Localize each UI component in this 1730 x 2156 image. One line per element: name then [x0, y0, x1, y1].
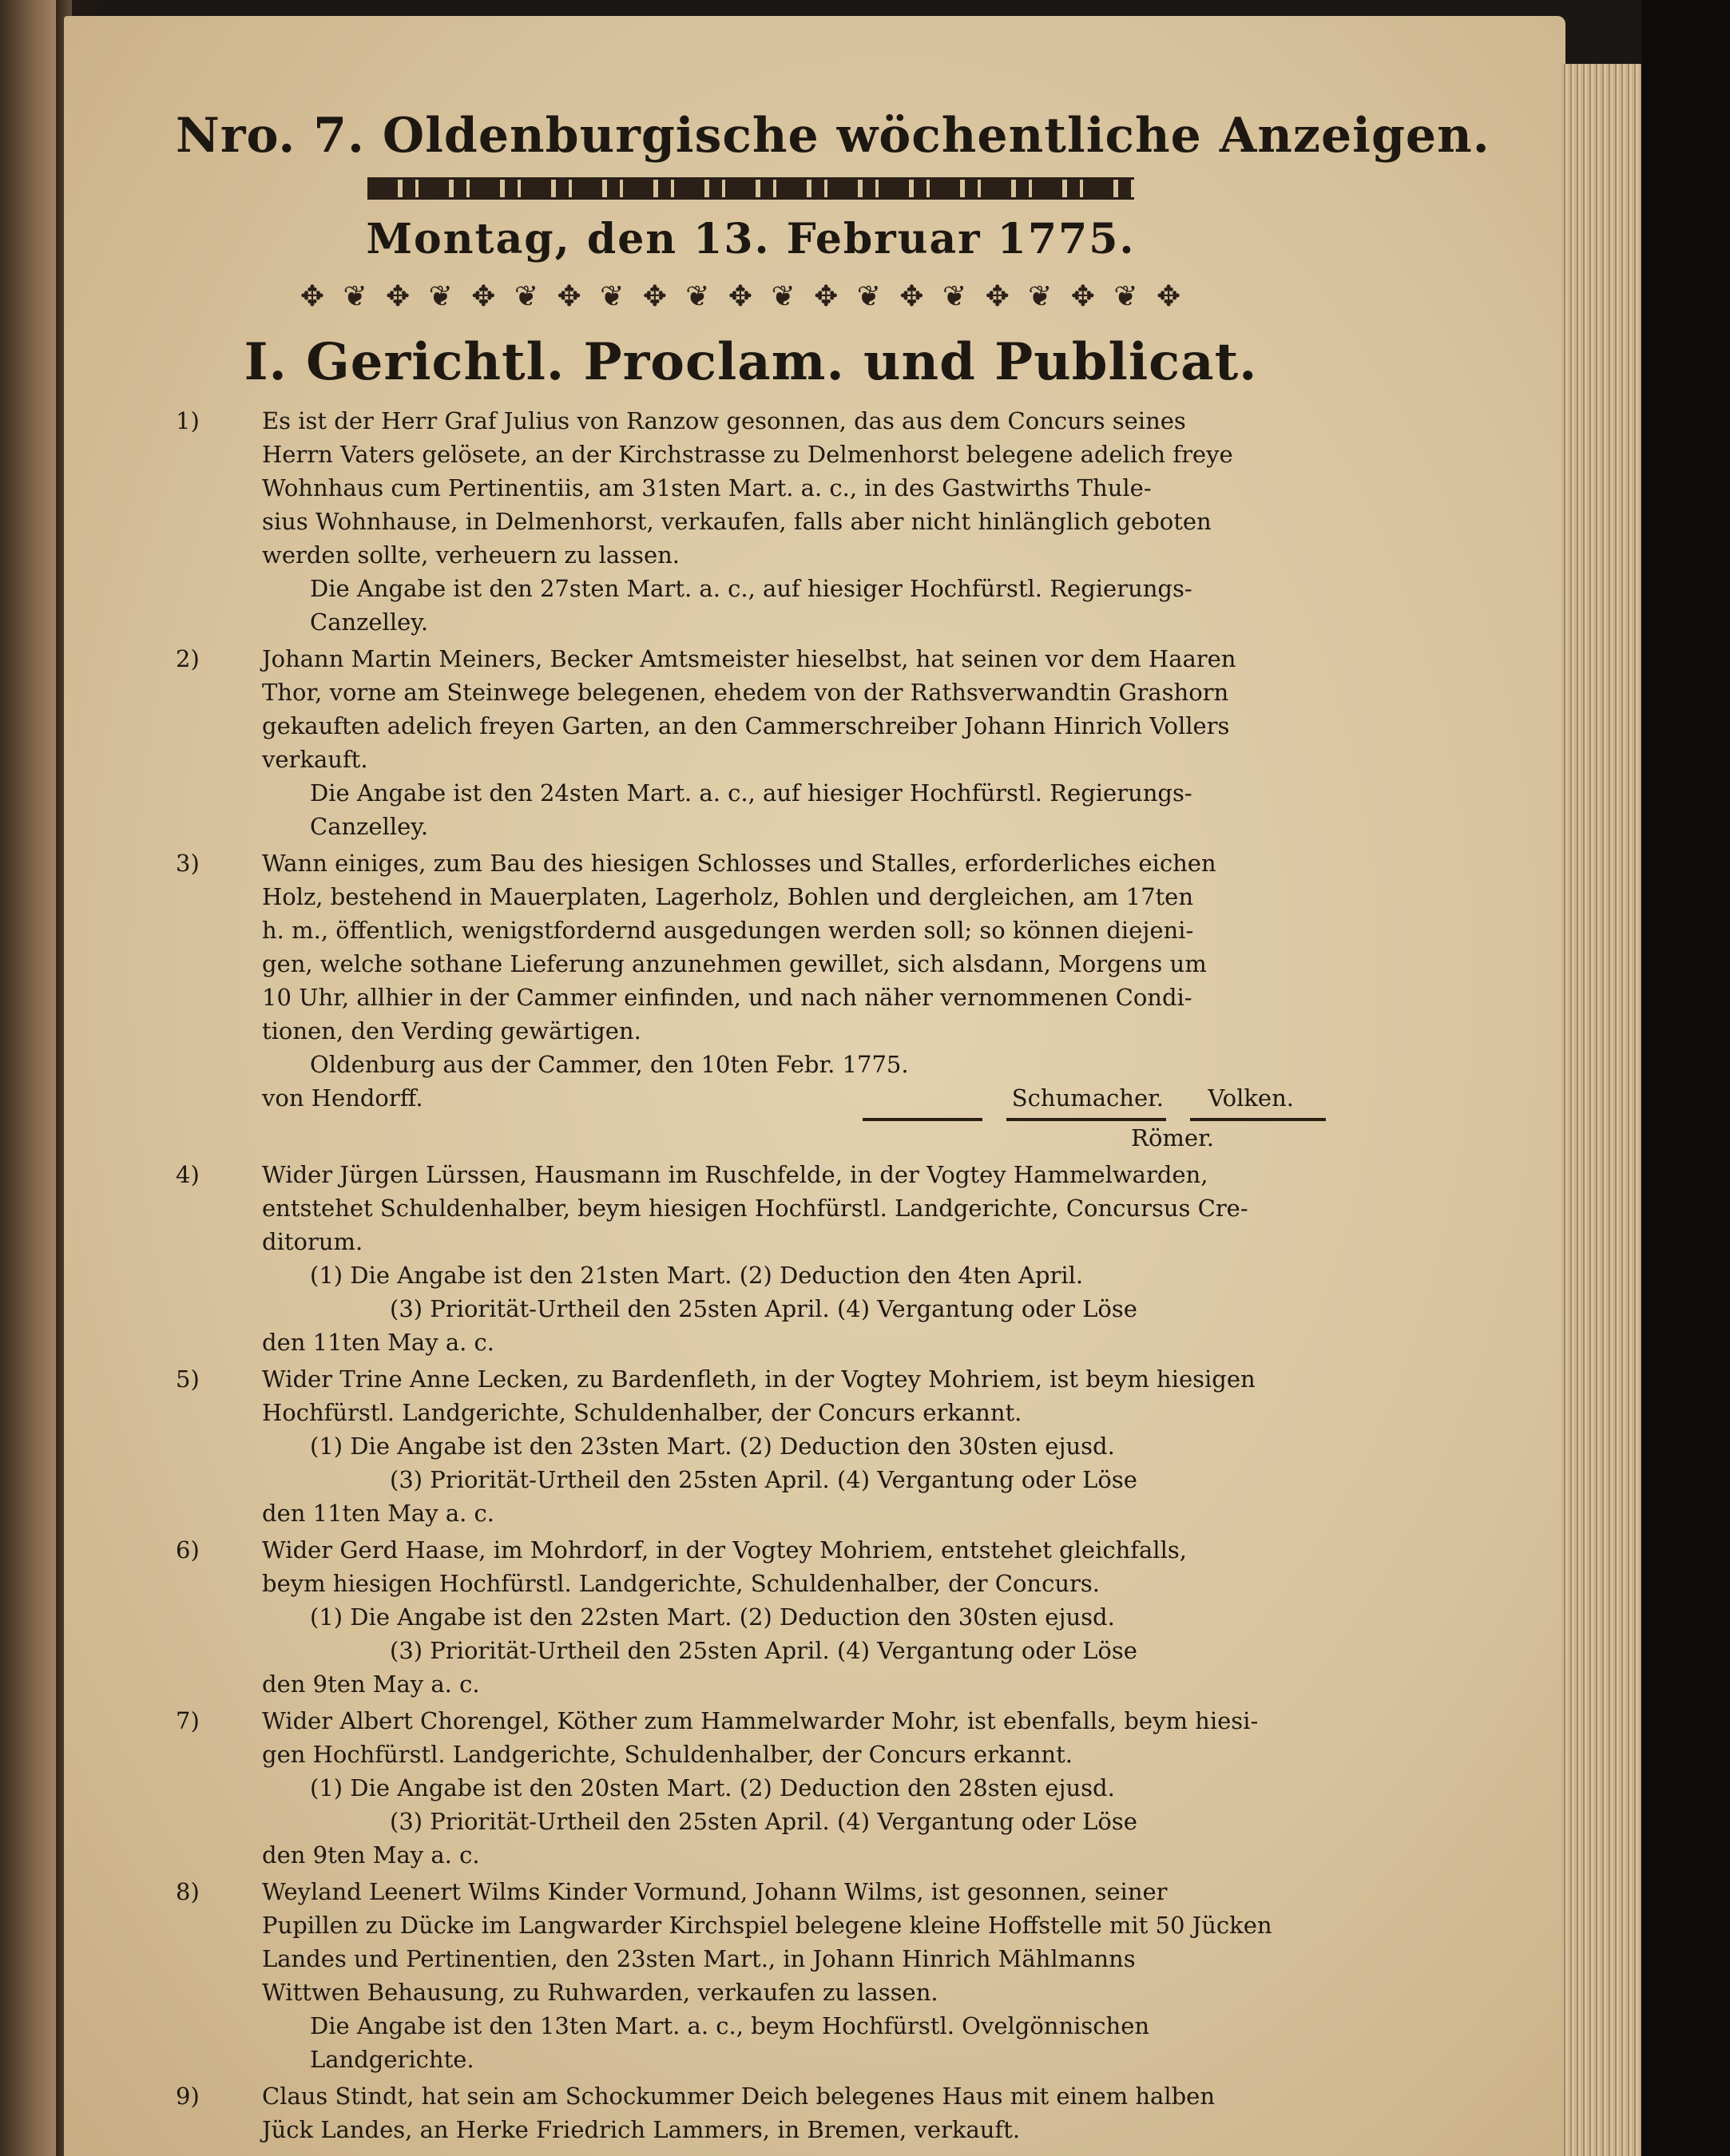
- ornament-border: ✥ ❦ ✥ ❦ ✥ ❦ ✥ ❦ ✥ ❦ ✥ ❦ ✥ ❦ ✥ ❦ ✥ ❦ ✥ ❦ ✥: [300, 280, 1186, 313]
- notice-item: [176, 1362, 1326, 1530]
- text-line: beym hiesigen Hochfürstl. Landgerichte, Schuldenhalber, der Concurs.: [262, 1570, 1100, 1597]
- term-line: (1) Die Angabe ist den 21sten Mart. (2) Deduction den 4ten April.: [310, 1262, 1084, 1289]
- text-line: 10 Uhr, allhier in der Cammer einfinden, und nach näher vernommenen Condi-: [262, 984, 1192, 1011]
- notice-list: [176, 404, 1326, 2146]
- notice-item: [176, 1533, 1326, 1701]
- notice-item: [176, 1158, 1326, 1359]
- text-line: ditorum.: [262, 1228, 363, 1255]
- term-line: (1) Die Angabe ist den 20sten Mart. (2) Deduction den 28sten ejusd.: [310, 1774, 1115, 1801]
- term-line: den 9ten May a. c.: [262, 1671, 480, 1698]
- signature-mid-right: [1012, 1081, 1294, 1115]
- note-line: Die Angabe ist den 24sten Mart. a. c., auf hiesiger Hochfürstl. Regierungs-: [310, 779, 1192, 807]
- term-line: (3) Priorität-Urtheil den 25sten April. (4) Vergantung oder Löse: [390, 1637, 1137, 1664]
- note-line: Canzelley.: [310, 608, 429, 636]
- background: [1641, 0, 1730, 2156]
- text-line: Pupillen zu Dücke im Langwarder Kirchspiel belegene kleine Hoffstelle mit 50 Jücken: [262, 1912, 1272, 1939]
- item-number: 9): [176, 2083, 200, 2110]
- text-line: Jück Landes, an Herke Friedrich Lammers, in Bremen, verkauft.: [262, 2116, 1021, 2143]
- text-line: Claus Stindt, hat sein am Schockummer Deich belegenes Haus mit einem halben: [262, 2083, 1215, 2110]
- text-line: gen Hochfürstl. Landgerichte, Schuldenhalber, der Concurs erkannt.: [262, 1741, 1073, 1768]
- text-line: Wann einiges, zum Bau des hiesigen Schlosses und Stalles, erforderliches eichen: [262, 850, 1216, 877]
- signature-left: von Hendorff.: [262, 1084, 423, 1112]
- term-line: den 11ten May a. c.: [262, 1500, 495, 1527]
- text-line: Hochfürstl. Landgerichte, Schuldenhalber, der Concurs erkannt.: [262, 1399, 1022, 1426]
- notice-item: [176, 404, 1326, 639]
- page-stack-edge: [1561, 64, 1641, 2156]
- text-line: Wider Gerd Haase, im Mohrdorf, in der Vogtey Mohriem, entstehet gleichfalls,: [262, 1536, 1187, 1563]
- term-line: den 11ten May a. c.: [262, 1329, 495, 1356]
- place-date: Oldenburg aus der Cammer, den 10ten Febr. 1775.: [310, 1051, 909, 1078]
- note-line: Die Angabe ist den 13ten Mart. a. c., beym Hochfürstl. Ovelgönnischen: [310, 2012, 1150, 2039]
- text-line: Wider Trine Anne Lecken, zu Bardenfleth, in der Vogtey Mohriem, ist beym hiesigen: [262, 1365, 1256, 1393]
- text-line: h. m., öffentlich, wenigstfordernd ausgedungen werden soll; so können diejeni-: [262, 917, 1194, 944]
- text-line: Johann Martin Meiners, Becker Amtsmeister hieselbst, hat seinen vor dem Haaren: [262, 645, 1236, 672]
- rule-segment: [863, 1118, 982, 1121]
- term-line: den 9ten May a. c.: [262, 1841, 480, 1869]
- item-number: 5): [176, 1365, 200, 1393]
- text-line: Weyland Leenert Wilms Kinder Vormund, Johann Wilms, ist gesonnen, seiner: [262, 1878, 1168, 1905]
- item-number: 4): [176, 1161, 200, 1188]
- term-line: (1) Die Angabe ist den 23sten Mart. (2) Deduction den 30sten ejusd.: [310, 1433, 1115, 1460]
- text-line: gekauften adelich freyen Garten, an den Cammerschreiber Johann Hinrich Vollers: [262, 712, 1230, 739]
- term-line: (1) Die Angabe ist den 22sten Mart. (2) Deduction den 30sten ejusd.: [310, 1603, 1115, 1631]
- item-number: 7): [176, 1707, 200, 1734]
- notice-item: [176, 1704, 1326, 1872]
- text-line: Landes und Pertinentien, den 23sten Mart., in Johann Hinrich Mählmanns: [262, 1945, 1136, 1972]
- signature-row: [262, 1081, 1326, 1115]
- text-line: Es ist der Herr Graf Julius von Ranzow gesonnen, das aus dem Concurs seines: [262, 407, 1186, 434]
- text-line: Wider Albert Chorengel, Köther zum Hammelwarder Mohr, ist ebenfalls, beym hiesi-: [262, 1707, 1259, 1734]
- note-line: Canzelley.: [310, 813, 429, 840]
- item-number: 1): [176, 407, 200, 434]
- text-line: Holz, bestehend in Mauerplaten, Lagerholz, Bohlen und dergleichen, am 17ten: [262, 883, 1194, 910]
- signature-mid: Schumacher.: [1011, 1084, 1165, 1112]
- issue-number: Nro. 7.: [176, 108, 365, 164]
- text-line: werden sollte, verheuern zu lassen.: [262, 541, 680, 569]
- item-number: 6): [176, 1536, 200, 1563]
- term-line: (3) Priorität-Urtheil den 25sten April. (4) Vergantung oder Löse: [390, 1808, 1137, 1835]
- item-number: 3): [176, 850, 200, 877]
- text-line: Thor, vorne am Steinwege belegenen, ehedem von der Rathsverwandtin Grashorn: [262, 679, 1229, 706]
- document-content: [176, 104, 1490, 2146]
- text-line: tionen, den Verding gewärtigen.: [262, 1017, 641, 1044]
- masthead-rule: [367, 177, 1134, 200]
- section-title: I. Gerichtl. Proclam. und Publicat.: [244, 332, 1258, 392]
- text-line: Wohnhaus cum Pertinentiis, am 31sten Mart. a. c., in des Gastwirths Thule-: [262, 474, 1152, 501]
- text-line: entstehet Schuldenhalber, beym hiesigen Hochfürstl. Landgerichte, Concursus Cre-: [262, 1195, 1248, 1222]
- term-line: (3) Priorität-Urtheil den 25sten April. (4) Vergantung oder Löse: [390, 1466, 1137, 1493]
- text-line: Herrn Vaters gelösete, an der Kirchstrasse zu Delmenhorst belegene adelich freye: [262, 441, 1233, 468]
- notice-item: [176, 2079, 1326, 2146]
- term-line: (3) Priorität-Urtheil den 25sten April. (4) Vergantung oder Löse: [390, 1295, 1137, 1322]
- notice-item: [176, 846, 1326, 1155]
- text-line: gen, welche sothane Lieferung anzunehmen gewillet, sich alsdann, Morgens um: [262, 950, 1207, 977]
- note-line: Die Angabe ist den 27sten Mart. a. c., auf hiesiger Hochfürstl. Regierungs-: [310, 575, 1192, 602]
- text-line: Wittwen Behausung, zu Ruhwarden, verkaufen zu lassen.: [262, 1979, 938, 2006]
- item-number: 2): [176, 645, 200, 672]
- note-line: Landgerichte.: [310, 2046, 474, 2073]
- signature-below: Römer.: [1131, 1124, 1214, 1151]
- notice-item: [176, 642, 1326, 843]
- text-line: sius Wohnhause, in Delmenhorst, verkaufen, falls aber nicht hinlänglich geboten: [262, 508, 1212, 535]
- text-line: Wider Jürgen Lürssen, Hausmann im Ruschfelde, in der Vogtey Hammelwarden,: [262, 1161, 1208, 1188]
- signature-right: Volken.: [1208, 1084, 1294, 1112]
- item-number: 8): [176, 1878, 200, 1905]
- dateline: Montag, den 13. Februar 1775.: [366, 215, 1136, 264]
- masthead: [176, 104, 1490, 168]
- newspaper-title: Oldenburgische wöchentliche Anzeigen.: [382, 108, 1490, 164]
- notice-item: [176, 1875, 1326, 2076]
- text-line: verkauft.: [262, 746, 368, 773]
